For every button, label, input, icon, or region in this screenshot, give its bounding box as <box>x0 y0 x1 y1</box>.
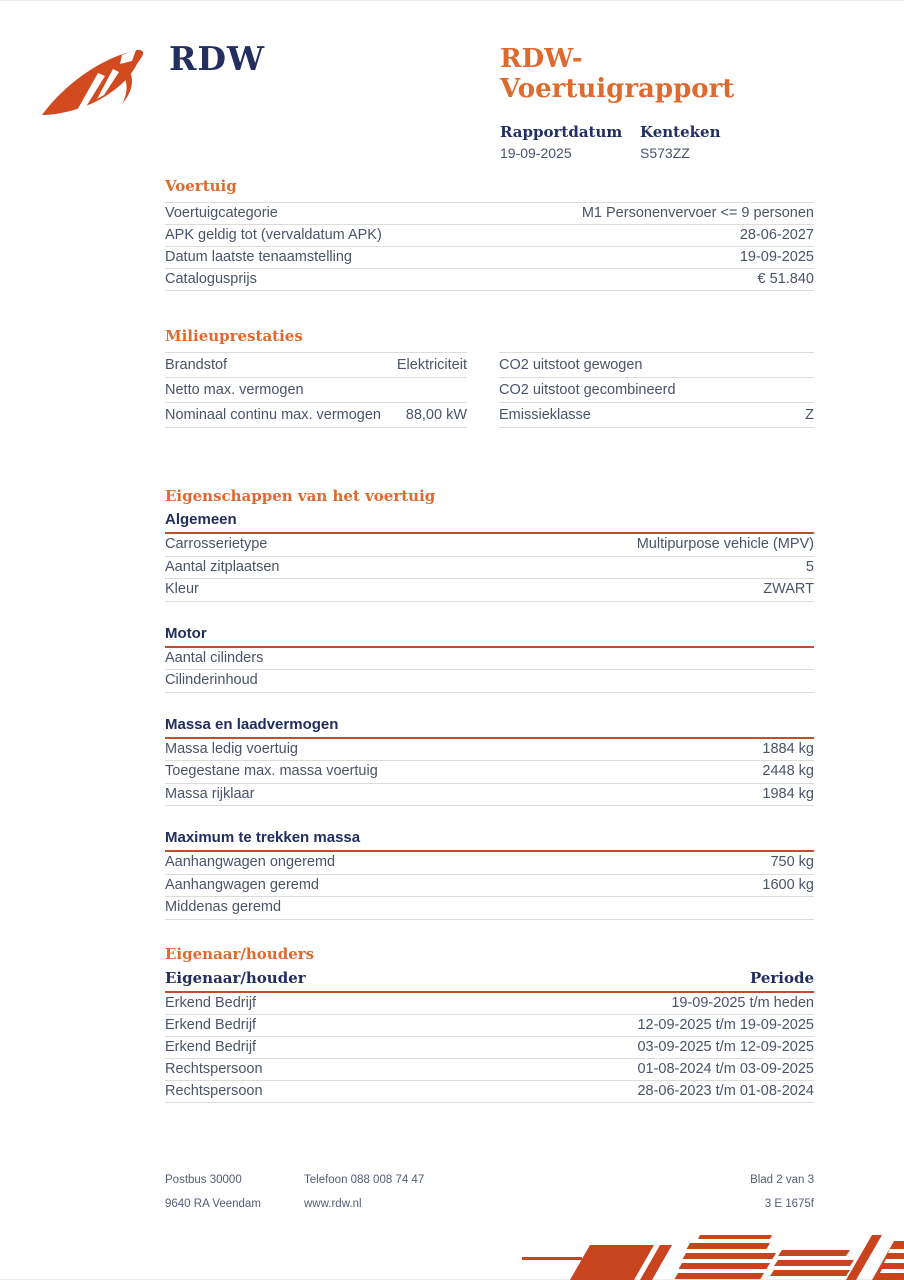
row-value: 5 <box>805 558 814 575</box>
report-date-block <box>500 124 640 162</box>
row-label: Catalogusprijs <box>165 271 257 287</box>
owner-name: Erkend Bedrijf <box>165 995 257 1011</box>
row-label: Massa ledig voertuig <box>165 740 298 757</box>
subsection-trekken-massa <box>165 830 814 920</box>
table-row <box>165 403 467 428</box>
row-value: 750 kg <box>770 854 814 870</box>
milieu-right-table <box>499 352 814 428</box>
report-date-value: 19-09-2025 <box>500 145 572 161</box>
subsection-title: Massa en laadvermogen <box>165 717 814 739</box>
table-row <box>165 784 814 807</box>
row-value: € 51.840 <box>757 271 814 287</box>
table-row <box>165 1081 814 1103</box>
row-label: Voertuigcategorie <box>165 205 278 221</box>
table-row <box>165 269 814 291</box>
footer-page-indicator: Blad 2 van 3 <box>750 1174 814 1186</box>
table-row <box>165 225 814 247</box>
owner-period: 03-09-2025 t/m 12-09-2025 <box>637 1039 814 1055</box>
page-title: RDW-Voertuigrapport <box>500 44 735 104</box>
license-block <box>640 124 780 162</box>
row-value: ZWART <box>763 581 814 597</box>
table-row <box>165 670 814 693</box>
row-label: Kleur <box>165 581 199 597</box>
footer-address-line2: 9640 RA Veendam <box>165 1198 261 1210</box>
row-value: Elektriciteit <box>396 357 467 373</box>
voertuig-table <box>165 202 814 291</box>
owner-table-header <box>165 970 814 993</box>
rdw-wordmark: RDW <box>169 39 266 78</box>
license-plate-label: Kenteken <box>640 123 721 141</box>
row-value: 1984 kg <box>762 785 814 802</box>
table-row <box>165 761 814 784</box>
footer-address-line1: Postbus 30000 <box>165 1174 242 1186</box>
row-value: M1 Personenvervoer <= 9 personen <box>581 205 814 221</box>
section-title: Voertuig <box>165 177 237 195</box>
footer-website: www.rdw.nl <box>304 1198 362 1210</box>
row-value: 88,00 kW <box>405 407 467 423</box>
footer-row <box>165 1192 814 1216</box>
period-column-header: Periode <box>749 969 814 987</box>
row-label: Carrosserietype <box>165 536 268 552</box>
subsection-algemeen <box>165 512 814 602</box>
table-row <box>165 557 814 580</box>
row-value: Multipurpose vehicle (MPV) <box>636 536 814 552</box>
table-row <box>165 353 467 378</box>
row-label: Brandstof <box>165 357 228 373</box>
row-label: Massa rijklaar <box>165 785 255 802</box>
license-plate-value: S573ZZ <box>640 145 690 161</box>
motor-table <box>165 648 814 693</box>
row-label: Netto max. vermogen <box>165 382 304 398</box>
section-voertuig <box>165 178 814 291</box>
milieu-left-table <box>165 352 467 428</box>
row-label: Emissieklasse <box>499 407 591 423</box>
row-label: Middenas geremd <box>165 899 282 915</box>
table-row <box>165 739 814 762</box>
rdw-feather-icon <box>40 40 145 118</box>
section-eigenschappen <box>165 488 814 920</box>
section-eigenaar-houders <box>165 946 814 1103</box>
row-value: 19-09-2025 <box>739 249 814 265</box>
table-row <box>165 579 814 602</box>
row-value: Z <box>805 407 814 423</box>
section-title: Milieuprestaties <box>165 327 303 345</box>
row-value: 1600 kg <box>762 876 814 893</box>
subsection-title: Algemeen <box>165 512 814 534</box>
row-label: Aanhangwagen geremd <box>165 876 319 893</box>
table-row <box>165 1037 814 1059</box>
owner-period: 01-08-2024 t/m 03-09-2025 <box>637 1061 814 1077</box>
table-row <box>165 247 814 269</box>
subsection-title: Maximum te trekken massa <box>165 830 814 852</box>
table-row <box>499 403 814 428</box>
table-row <box>499 378 814 403</box>
table-row <box>165 1015 814 1037</box>
row-label: Nominaal continu max. vermogen <box>165 407 381 423</box>
row-label: Cilinderinhoud <box>165 672 258 688</box>
row-label: Aantal cilinders <box>165 649 264 666</box>
section-milieuprestaties <box>165 328 814 428</box>
owner-name: Rechtspersoon <box>165 1061 263 1077</box>
table-row <box>165 1059 814 1081</box>
owner-period: 19-09-2025 t/m heden <box>671 995 814 1011</box>
table-row <box>165 993 814 1015</box>
report-meta <box>500 124 814 162</box>
milieu-column-gap <box>467 352 499 428</box>
rdw-stripes-decoration-icon <box>520 1235 904 1280</box>
owner-column-header: Eigenaar/houder <box>165 969 306 987</box>
subsection-massa <box>165 717 814 807</box>
rdw-logo <box>40 40 265 118</box>
table-row <box>165 897 814 920</box>
section-title: Eigenschappen van het voertuig <box>165 487 436 505</box>
milieu-columns <box>165 352 814 428</box>
trekken-massa-table <box>165 852 814 920</box>
page-footer <box>165 1168 814 1216</box>
subsection-motor <box>165 626 814 693</box>
row-label: Toegestane max. massa voertuig <box>165 763 378 779</box>
report-date-label: Rapportdatum <box>500 123 623 141</box>
massa-table <box>165 739 814 807</box>
table-row <box>165 534 814 557</box>
footer-phone: Telefoon 088 008 74 47 <box>304 1174 425 1186</box>
table-row <box>165 203 814 225</box>
owner-name: Erkend Bedrijf <box>165 1039 257 1055</box>
row-label: Datum laatste tenaamstelling <box>165 249 352 265</box>
row-label: Aanhangwagen ongeremd <box>165 854 336 870</box>
title-block <box>500 44 814 162</box>
table-row <box>499 353 814 378</box>
footer-row <box>165 1168 814 1192</box>
owner-table <box>165 993 814 1103</box>
row-label: CO2 uitstoot gecombineerd <box>499 382 676 398</box>
section-title: Eigenaar/houders <box>165 945 315 963</box>
table-row <box>165 852 814 875</box>
owner-period: 12-09-2025 t/m 19-09-2025 <box>637 1017 814 1033</box>
row-value: 1884 kg <box>762 740 814 757</box>
subsection-title: Motor <box>165 626 814 648</box>
footer-doc-code: 3 E 1675f <box>764 1198 814 1210</box>
owner-name: Rechtspersoon <box>165 1083 263 1099</box>
table-row <box>165 875 814 898</box>
row-label: CO2 uitstoot gewogen <box>499 357 643 373</box>
row-value: 28-06-2027 <box>739 227 814 243</box>
row-label: APK geldig tot (vervaldatum APK) <box>165 227 382 243</box>
algemeen-table <box>165 534 814 602</box>
row-value: 2448 kg <box>762 763 814 779</box>
owner-period: 28-06-2023 t/m 01-08-2024 <box>637 1083 814 1099</box>
row-label: Aantal zitplaatsen <box>165 558 280 575</box>
table-row <box>165 378 467 403</box>
table-row <box>165 648 814 671</box>
owner-name: Erkend Bedrijf <box>165 1017 257 1033</box>
